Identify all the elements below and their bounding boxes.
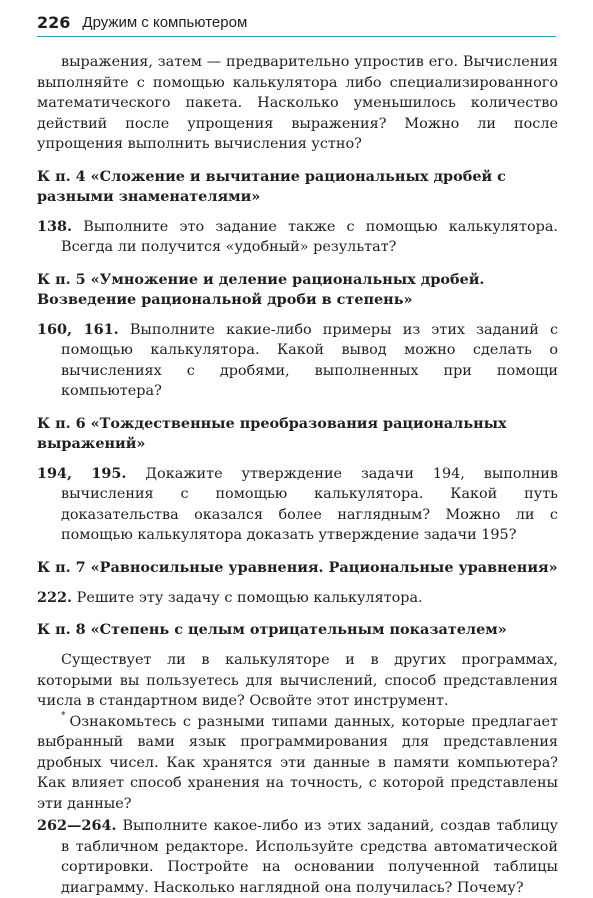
section-heading-5: К п. 5 «Умножение и деление рациональных дробей. Возведение рациональной дроби в степень» [37, 270, 485, 308]
task-text: Решите эту задачу с помощью калькулятора. [76, 589, 423, 606]
task-number: 160, 161. [37, 320, 119, 338]
data-types-paragraph [37, 712, 558, 815]
task-text: Выполните какие-либо примеры из этих заданий с помощью калькулятора. Какой вывод можно сделать о вычислениях с дробями, выполненных при помощи компьютера? [61, 321, 559, 399]
section-heading-4: К п. 4 «Сложение и вычитание рациональных дробей с разными знаменателями» [37, 167, 506, 205]
intro-paragraph: выражения, затем — предварительно упростив его. Вычисления выполняйте с помощью калькулятора либо специализированного математического пакета. Насколько уменьшилось количество действий после упрощения выражения? Можно ли после упрощения выполнить вычисления устно? [37, 54, 558, 152]
task-138 [37, 217, 558, 258]
page-header [37, 8, 556, 37]
section-heading-8: К п. 8 «Степень с целым отрицательным показателем» [37, 621, 507, 638]
task-number: 262—264. [37, 817, 117, 834]
data-types-text: Ознакомьтесь с разными типами данных, которые предлагает выбранный вами язык программирования для представления дробных чисел. Как хранятся эти данные в памяти компьютера? Как влияет способ хранения на точность, с которой представлены эти данные? [37, 713, 558, 812]
task-222 [37, 588, 558, 609]
section-heading-6: К п. 6 «Тождественные преобразования рациональных выражений» [37, 414, 507, 452]
page-number: 226 [37, 12, 71, 32]
page-body [37, 52, 558, 898]
task-160-161 [37, 320, 558, 402]
task-text: Выполните какое-либо из этих заданий, создав таблицу в табличном редакторе. Используйте средства автоматической сортировки. Постройте на основании полученной таблицы диаграмму. Насколько наглядной она получилась? Почему? [61, 818, 558, 896]
running-title: Дружим с компьютером [82, 13, 248, 31]
task-number: 222. [37, 588, 73, 606]
task-number: 194, 195. [37, 464, 127, 482]
task-194-195 [37, 464, 558, 546]
asterisk-marker: * [61, 710, 66, 721]
section-heading-7: К п. 7 «Равносильные уравнения. Рациональные уравнения» [37, 558, 558, 576]
task-262-264 [37, 816, 558, 898]
standard-form-paragraph: Существует ли в калькуляторе и в других программах, которыми вы пользуетесь для вычислений, способ представления числа в стандартном виде? Освойте этот инструмент. [37, 652, 558, 709]
task-number: 138. [37, 217, 73, 235]
task-text: Выполните это задание также с помощью калькулятора. Всегда ли получится «удобный» результат? [61, 218, 558, 255]
task-text: Докажите утверждение задачи 194, выполнив вычисления с помощью калькулятора. Какой путь доказательства оказался более наглядным? Можно ли с помощью калькулятора доказать утверждение задачи 195? [61, 465, 559, 543]
